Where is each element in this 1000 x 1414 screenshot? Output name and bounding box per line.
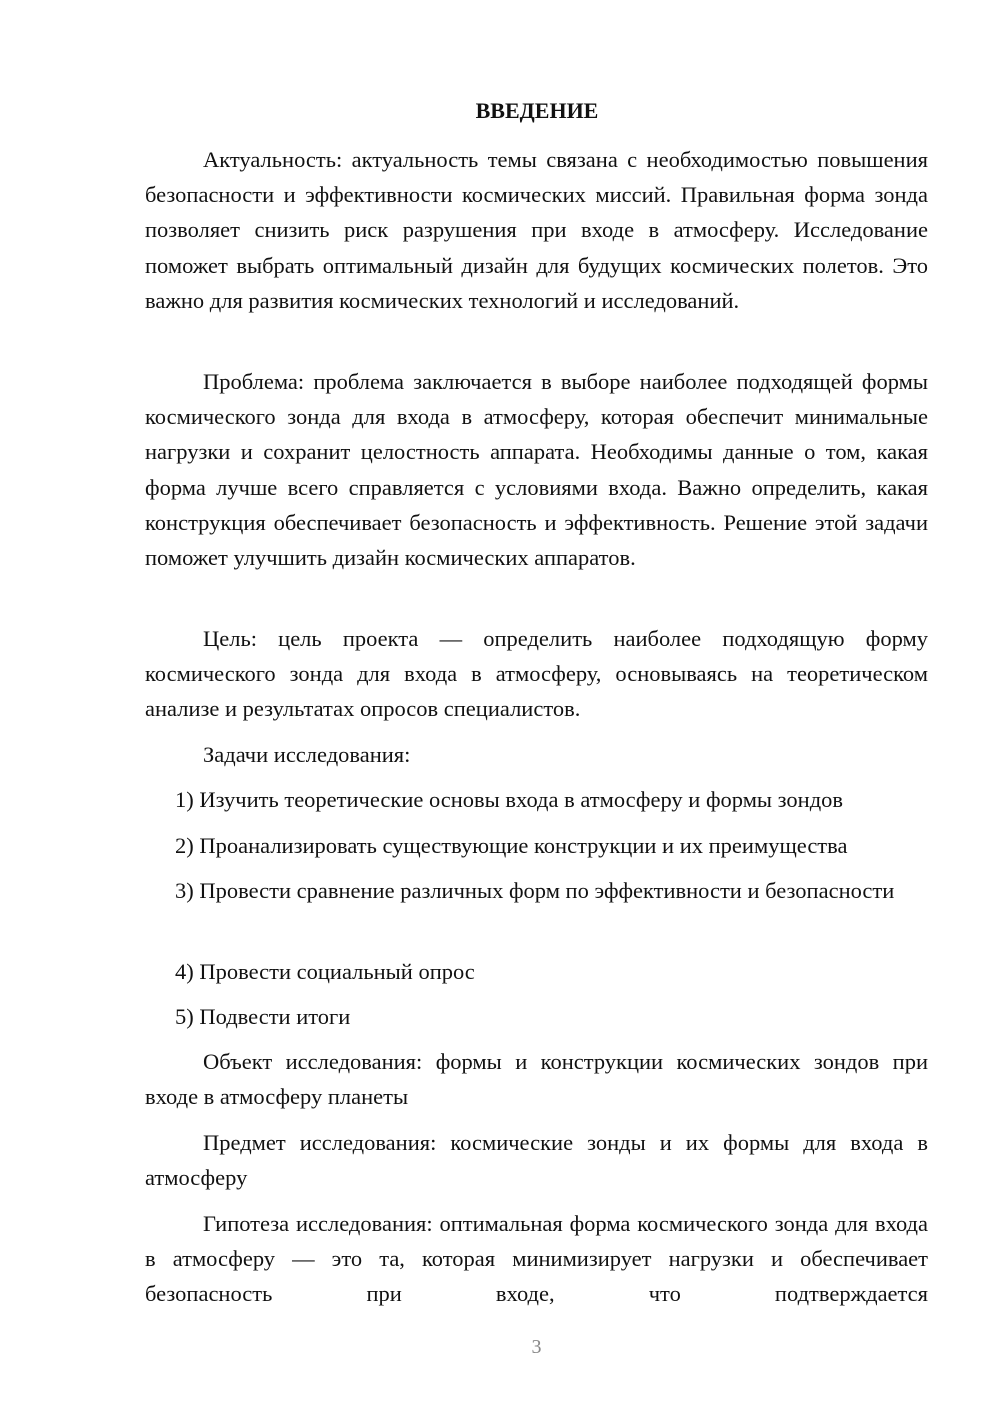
subject-paragraph: Предмет исследования: космические зонды и их формы для входа в атмосферу (145, 1130, 928, 1191)
task-item-2: 2) Проанализировать существующие конструкции и их преимущества (175, 833, 848, 858)
relevance-paragraph: Актуальность: актуальность темы связана с необходимостью повышения безопасности и эффективности космических миссий. Правильная форма зонда позволяет снизить риск разрушения при входе в атмосферу. Исследование поможет выбрать оптимальный дизайн для будущих космических полетов. Это важно для развития космических технологий и исследований. (145, 147, 928, 313)
task-item-1: 1) Изучить теоретические основы входа в атмосферу и формы зондов (175, 787, 844, 812)
goal-paragraph: Цель: цель проекта — определить наиболее подходящую форму космического зонда для входа в атмосферу, основываясь на теоретическом анализе и результатах опросов специалистов. (145, 626, 928, 722)
task-item-5: 5) Подвести итоги (175, 1004, 351, 1029)
object-paragraph: Объект исследования: формы и конструкции космических зондов при входе в атмосферу планеты (145, 1049, 928, 1110)
task-item-4: 4) Провести социальный опрос (175, 959, 475, 984)
problem-paragraph: Проблема: проблема заключается в выборе наиболее подходящей формы космического зонда для входа в атмосферу, которая обеспечит минимальные нагрузки и сохранит целостность аппарата. Необходимы данные о том, какая форма лучше всего справляется с условиями входа. Важно определить, какая конструкция обеспечивает безопасность и эффективность. Решение этой задачи поможет улучшить дизайн космических аппаратов. (145, 369, 928, 571)
page-title: ВВЕДЕНИЕ (475, 98, 599, 123)
tasks-heading: Задачи исследования: (203, 742, 411, 767)
page-number: 3 (531, 1336, 542, 1358)
task-item-3: 3) Провести сравнение различных форм по эффективности и безопасности (175, 878, 895, 903)
hypothesis-paragraph: Гипотеза исследования: оптимальная форма космического зонда для входа в атмосферу — это та, которая минимизирует нагрузки и обеспечивает безопасность при входе, что подтверждается (145, 1211, 928, 1307)
